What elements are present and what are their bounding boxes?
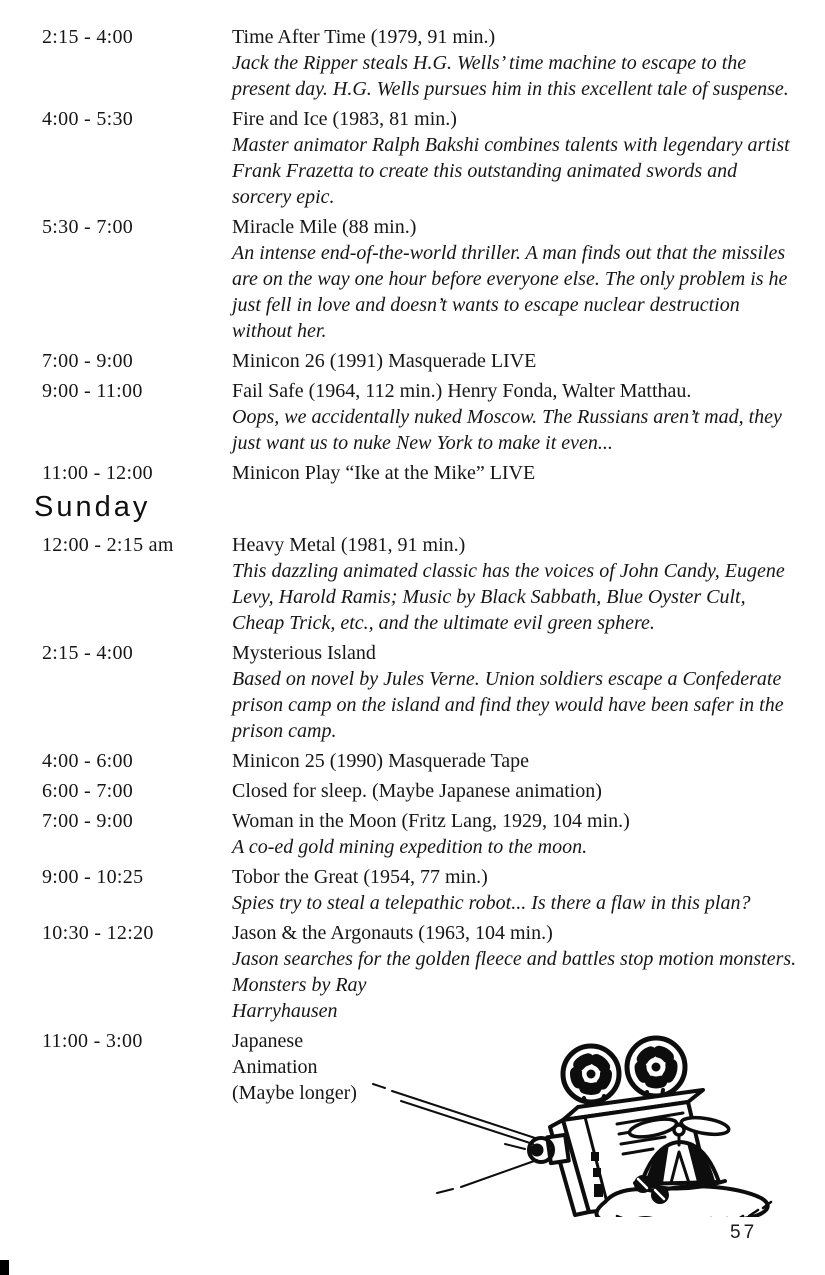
schedule-row — [42, 460, 825, 486]
time-range: 7:00 - 9:00 — [42, 810, 134, 832]
program-entry — [232, 214, 798, 344]
schedule-row — [42, 348, 825, 374]
time-range: 7:00 - 9:00 — [42, 350, 134, 372]
time-range: 2:15 - 4:00 — [42, 642, 134, 664]
program-description: Oops, we accidentally nuked Moscow. The Russians aren’t mad, they just want us to nuke New York to make it even... — [232, 406, 782, 454]
program-entry — [232, 748, 798, 774]
schedule-row — [42, 214, 825, 344]
program-entry — [232, 24, 798, 102]
time-range: 6:00 - 7:00 — [42, 780, 134, 802]
schedule-row — [42, 748, 825, 774]
program-title-line: Animation — [232, 1056, 318, 1078]
program-title: Mysterious Island — [232, 642, 376, 664]
time-range: 4:00 - 5:30 — [42, 108, 134, 130]
program-entry — [232, 920, 798, 1024]
program-entry — [232, 348, 798, 374]
time-range: 10:30 - 12:20 — [42, 922, 154, 944]
schedule-row — [42, 640, 825, 744]
corner-ink-mark — [0, 1260, 9, 1275]
time-range: 4:00 - 6:00 — [42, 750, 134, 772]
program-title: Jason & the Argonauts (1963, 104 min.) — [232, 922, 553, 944]
program-title: Woman in the Moon (Fritz Lang, 1929, 104 min.) — [232, 810, 630, 832]
page-number: 57 — [730, 1222, 758, 1243]
program-title: Fail Safe (1964, 112 min.) Henry Fonda, Walter Matthau. — [232, 380, 692, 402]
schedule-row — [42, 864, 825, 916]
saturday-late-schedule — [0, 0, 825, 486]
time-range: 2:15 - 4:00 — [42, 26, 134, 48]
schedule-row — [42, 24, 825, 102]
program-entry — [232, 640, 798, 744]
program-title-line: (Maybe longer) — [232, 1082, 357, 1104]
day-heading-sunday: Sunday — [34, 491, 151, 523]
schedule-row — [42, 106, 825, 210]
program-entry — [232, 532, 798, 636]
time-range: 9:00 - 10:25 — [42, 866, 144, 888]
schedule-row — [42, 920, 825, 1024]
program-entry — [232, 106, 798, 210]
program-entry — [232, 864, 798, 916]
schedule-row — [42, 778, 825, 804]
program-entry — [232, 778, 798, 804]
program-description: This dazzling animated classic has the voices of John Candy, Eugene Levy, Harold Ramis; Music by Black Sabbath, Blue Oyster Cult, Cheap Trick, etc., and the ultimate evil green sphere. — [232, 560, 785, 634]
program-title: Miracle Mile (88 min.) — [232, 216, 417, 238]
time-range: 11:00 - 12:00 — [42, 462, 153, 484]
program-title: Fire and Ice (1983, 81 min.) — [232, 108, 457, 130]
program-credit-line: Harryhausen — [232, 1000, 338, 1022]
time-range: 11:00 - 3:00 — [42, 1030, 143, 1052]
program-title: Time After Time (1979, 91 min.) — [232, 26, 496, 48]
program-title: Japanese — [232, 1030, 304, 1052]
program-entry — [232, 460, 798, 486]
film-projector-on-propeller-beanie-icon — [365, 1032, 805, 1217]
schedule-row — [42, 378, 825, 456]
program-description: A co-ed gold mining expedition to the moon. — [232, 836, 588, 858]
schedule-row — [42, 808, 825, 860]
program-title: Minicon 25 (1990) Masquerade Tape — [232, 750, 530, 772]
time-range: 9:00 - 11:00 — [42, 380, 143, 402]
time-range: 5:30 - 7:00 — [42, 216, 134, 238]
program-description: Spies try to steal a telepathic robot... Is there a flaw in this plan? — [232, 892, 751, 914]
time-range: 12:00 - 2:15 am — [42, 534, 174, 556]
schedule-row — [42, 532, 825, 636]
program-description: An intense end-of-the-world thriller. A man finds out that the missiles are on the way one hour before everyone else. The only problem is he just fell in love and doesn’t wants to escape nuclear destruction without her. — [232, 242, 788, 342]
sunday-schedule — [0, 532, 825, 1106]
program-entry — [232, 808, 798, 860]
program-description: Jack the Ripper steals H.G. Wells’ time machine to escape to the present day. H.G. Wells pursues him in this excellent tale of suspense. — [232, 52, 789, 100]
program-title: Minicon 26 (1991) Masquerade LIVE — [232, 350, 537, 372]
program-title: Minicon Play “Ike at the Mike” LIVE — [232, 462, 536, 484]
program-title: Closed for sleep. (Maybe Japanese animation) — [232, 780, 602, 802]
program-description: Jason searches for the golden fleece and battles stop motion monsters. — [232, 948, 797, 970]
program-credit-line: Monsters by Ray — [232, 974, 367, 996]
program-description: Master animator Ralph Bakshi combines talents with legendary artist Frank Frazetta to create this outstanding animated swords and sorcery epic. — [232, 134, 790, 208]
program-title: Tobor the Great (1954, 77 min.) — [232, 866, 488, 888]
program-description: Based on novel by Jules Verne. Union soldiers escape a Confederate prison camp on the island and find they would have been safer in the prison camp. — [232, 668, 784, 742]
program-title: Heavy Metal (1981, 91 min.) — [232, 534, 466, 556]
program-entry — [232, 378, 798, 456]
